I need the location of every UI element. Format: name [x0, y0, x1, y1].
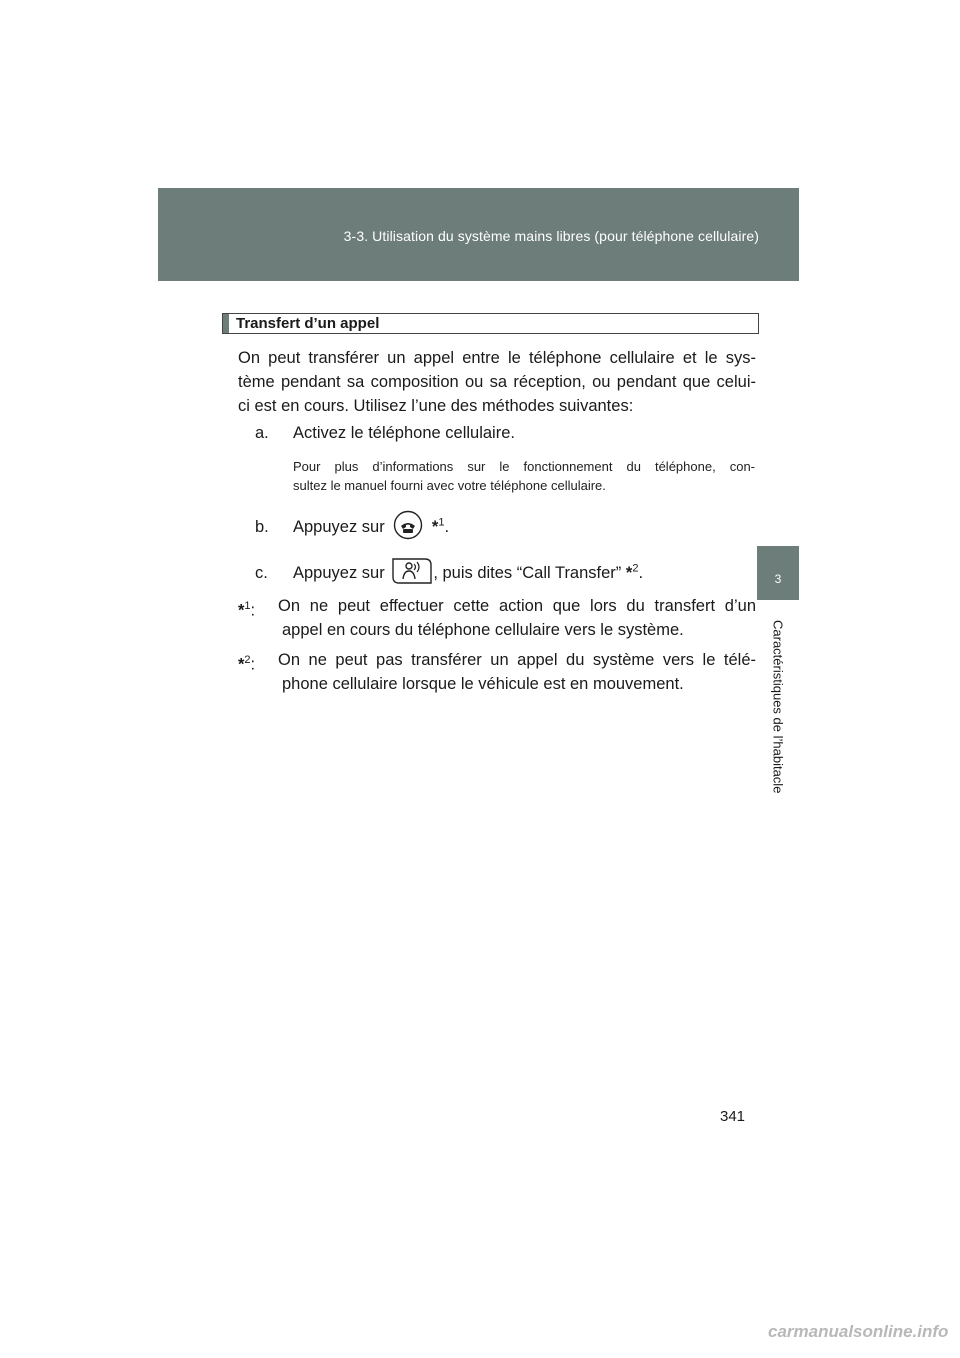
footnote-body — [278, 648, 756, 696]
item-end: . — [444, 517, 450, 536]
phone-off-hook-icon — [393, 510, 423, 545]
footnote-colon: : — [250, 601, 256, 620]
talk-button-icon — [391, 557, 433, 590]
footnote-star: * — [431, 517, 439, 536]
chapter-number: 3 — [774, 572, 782, 586]
section-heading-bar — [223, 314, 229, 333]
item-end: . — [638, 563, 644, 582]
chapter-side-label-wrap — [760, 620, 796, 840]
intro-line: ci est en cours. Utilisez l’une des méthodes suivantes: — [238, 397, 634, 415]
footnote-ref: 1 — [438, 516, 445, 529]
watermark[interactable]: carmanualsonline.info — [768, 1322, 949, 1341]
item-text: Activez le téléphone cellulaire. — [293, 424, 515, 442]
item-text: Appuyez sur — [293, 517, 385, 536]
footnote-line: phone cellulaire lorsque le véhicule est en mouvement. — [282, 675, 684, 693]
intro-paragraph — [238, 346, 756, 418]
list-item-b — [255, 510, 449, 545]
item-letter: c. — [255, 563, 268, 582]
page-number: 341 — [720, 1108, 746, 1125]
footnote-num: 2 — [244, 654, 251, 666]
item-letter: b. — [255, 517, 269, 536]
list-item-a — [255, 424, 515, 443]
footnote-mark — [238, 648, 255, 677]
item-text: Appuyez sur — [293, 563, 385, 582]
item-letter: a. — [255, 424, 269, 442]
footnote-line: On ne peut effectuer cette action que lors du transfert d’un — [278, 597, 756, 615]
list-item-c — [255, 557, 643, 590]
note-paragraph — [293, 457, 755, 495]
footnote-mark — [238, 594, 255, 623]
footnote-body — [278, 594, 756, 642]
footnote-line: appel en cours du téléphone cellulaire vers le système. — [282, 621, 684, 639]
chapter-side-label: Caractéristiques de l’habitacle — [770, 620, 786, 794]
footnote-star: * — [238, 601, 245, 620]
footnote-line: On ne peut pas transférer un appel du système vers le télé- — [278, 651, 756, 669]
item-text-after: , puis dites “Call Transfer” — [433, 563, 622, 582]
section-heading — [222, 313, 759, 334]
chapter-header — [158, 188, 799, 281]
note-line: sultez le manuel fourni avec votre téléphone cellulaire. — [293, 478, 606, 493]
chapter-tab — [757, 546, 799, 600]
footnote-colon: : — [250, 655, 256, 674]
footnote-star: * — [625, 563, 633, 582]
section-heading-text: Transfert d’un appel — [236, 315, 380, 332]
intro-line: tème pendant sa composition ou sa réception, ou pendant que celui- — [238, 373, 756, 391]
footnote-star: * — [238, 655, 245, 674]
footnote-num: 1 — [244, 600, 251, 612]
footnote-ref: 2 — [632, 562, 639, 575]
note-line: Pour plus d’informations sur le fonctionnement du téléphone, con- — [293, 459, 755, 474]
intro-line: On peut transférer un appel entre le téléphone cellulaire et le sys- — [238, 349, 756, 367]
chapter-title: 3-3. Utilisation du système mains libres (pour téléphone cellulaire) — [343, 228, 759, 244]
